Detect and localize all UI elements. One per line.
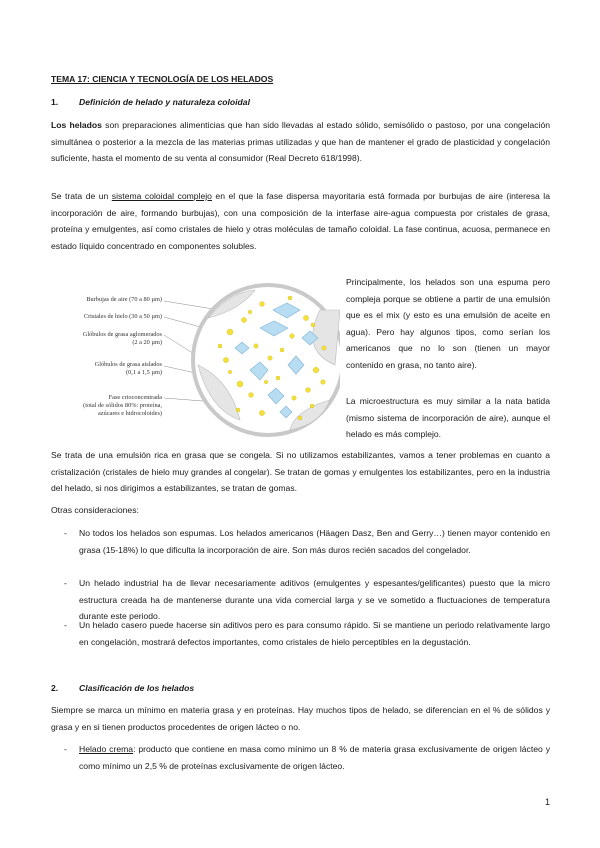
paragraph-text: son preparaciones alimenticias que han sido llevadas al estado sólido, semisólido o pastoso, por una congelación simultánea o posterior a la mezcla de las materias primas utilizadas y que han de mantener el grado de plasticidad y congelación suficiente, hasta el momento de su venta al consumidor (Real Decreto 618/1998).: [51, 120, 551, 163]
section-1-paragraph-4: La microestructura es muy similar a la nata batida (mismo sistema de incorporación de aire), aunque el helado es más complejo.: [346, 396, 550, 439]
page-title: TEMA 17: CIENCIA Y TECNOLOGÍA DE LOS HELADOS: [51, 74, 274, 84]
consideration-item-2: Un helado industrial ha de llevar necesariamente aditivos (emulgentes y espesantes/gelificantes) puesto que la micro estructura creada ha de mantenerse durante una vida comercial larga y se ve sometido a fluctuaciones de temperatura durante este periodo.: [79, 578, 550, 621]
bullet-marker: -: [64, 578, 67, 588]
paragraph-text: : producto que contiene en masa como mínimo un 8 % de materia grasa exclusivamente de origen lácteo y como mínimo un 2,5 % de proteínas exclusivamente de origen lácteo.: [79, 744, 551, 771]
section-1-number: 1.: [51, 97, 59, 107]
consideration-item-3: Un helado casero puede hacerse sin aditivos pero es para consumo rápido. Si se mantiene un periodo relativamente largo en congelación, mostrará defectos importantes, como cristales de hielo perceptibles en la degustación.: [79, 620, 550, 647]
paragraph-text: Se trata de un: [51, 191, 112, 201]
considerations-label: Otras consideraciones:: [51, 505, 139, 515]
section-2-heading: Clasificación de los helados: [79, 683, 195, 693]
label-fat-clusters: Glóbulos de grasa aglomerados (2 a 20 µm): [82, 331, 162, 346]
section-1-heading: Definición de helado y naturaleza coloidal: [79, 97, 250, 107]
label-air-bubbles: Burbujas de aire (70 a 80 µm): [86, 296, 162, 303]
bold-term: Los helados: [51, 120, 102, 130]
page-number: 1: [544, 797, 550, 807]
section-2-number: 2.: [51, 683, 59, 693]
section-2-paragraph-1: Siempre se marca un mínimo en materia grasa y en proteínas. Hay muchos tipos de helado, se diferencian en el % de sólidos y grasa y en si tienen productos procedentes de origen lácteo o no.: [51, 705, 550, 732]
underlined-term: Helado crema: [79, 744, 134, 754]
underlined-term: sistema coloidal complejo: [111, 191, 212, 201]
paragraph-text: en el que la fase dispersa mayoritaria está formada por burbujas de aire (interesa la incorporación de aire, formando burbujas), con una composición de la interfase aire-agua compuesta por cristales de grasa, proteína y emulgentes, así como cristales de hielo y otras moléculas de tamaño coloidal. La fase continua, acuosa, permanece en estado líquido concentrado en componentes solubles.: [51, 191, 550, 251]
label-fat-globules: Glóbulos de grasa aislados (0,1 a 1,5 µm): [94, 361, 162, 376]
section-1-paragraph-1: [51, 117, 550, 167]
section-1-paragraph-3: Principalmente, los helados son una espuma pero compleja porque se obtiene a partir de una emulsión que es el mix (y esto es una emulsión de aceite en agua). Pero hay algunos tipos, como serían los americanos que no lo son (tienen un mayor contenido en grasa, no tanto aire).: [346, 277, 550, 370]
section-1-paragraph-2: [51, 188, 550, 254]
consideration-item-1: No todos los helados son espumas. Los helados americanos (Häagen Dasz, Ben and Gerry…) tienen mayor contenido en grasa (15-18%) lo que dificulta la incorporación de aire. Son más duros recién sacados del congelador.: [79, 528, 550, 555]
bullet-marker: -: [64, 528, 67, 538]
bullet-marker: -: [64, 620, 67, 630]
section-1-paragraph-5: Se trata de una emulsión rica en grasa que se congela. Si no utilizamos estabilizantes, vamos a tener problemas en cuanto a cristalización (cristales de hielo muy grandes al congelar). Se tratan de gomas y emulgentes los estabilizantes, pero en la industria del helado, si nos dirigimos a estabilizantes, se tratan de gomas.: [51, 450, 550, 493]
classification-item-helado-crema: [79, 741, 550, 774]
label-cryoconcentrated-phase: Fase crioconcentrada (total de sólidos 80%: proteína, azúcares e hidrocoloides): [83, 394, 162, 417]
microstructure-diagram: [30, 270, 340, 440]
label-ice-crystals: Cristales de hielo (30 a 50 µm): [83, 313, 162, 320]
ice-cream-microstructure-figure: [30, 270, 340, 440]
bullet-marker: -: [64, 744, 67, 754]
